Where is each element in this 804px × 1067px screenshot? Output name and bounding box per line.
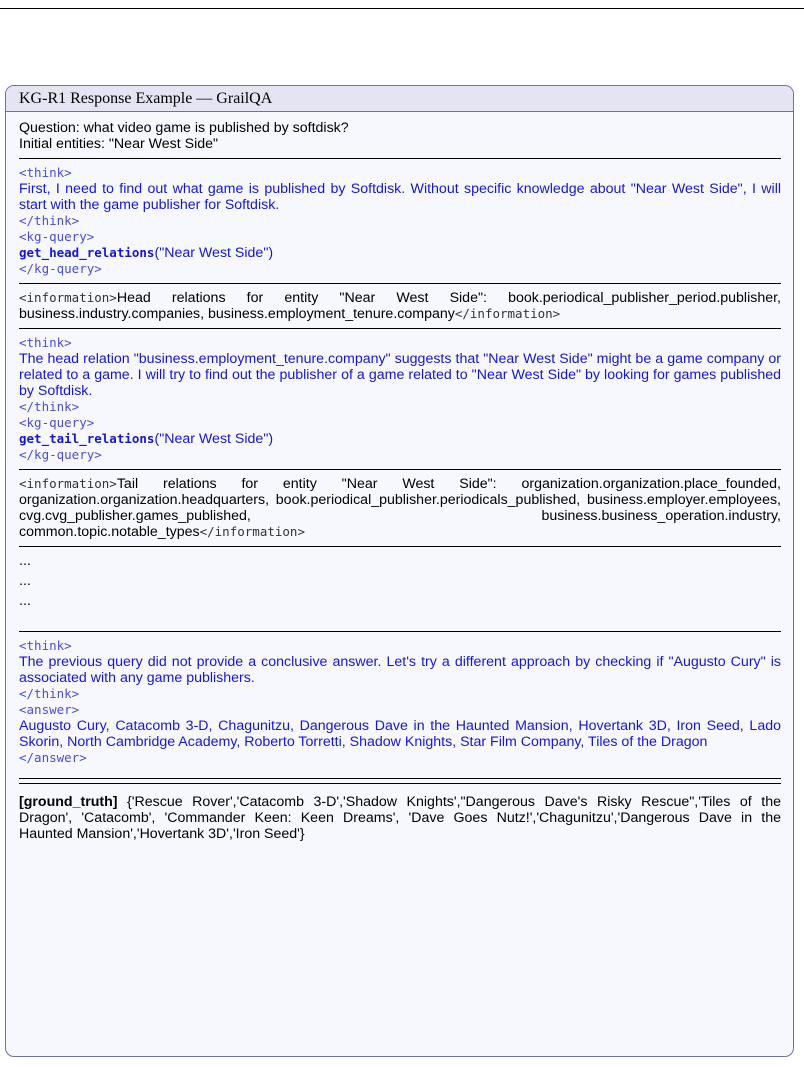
- box-title: KG-R1 Response Example — GrailQA: [6, 86, 793, 112]
- information-2-text: Tail relations for entity "Near West Side": organization.organization.place_founded, organization.organization.headquarters, book.periodical_publisher.periodicals_published, business.employer.employees, cvg.cvg_publisher.games_published, business.business_operation.industry, common.topic.notable_types: [19, 476, 781, 540]
- kg-query-close-tag: </kg-query>: [19, 447, 102, 462]
- think-2-text: The head relation "business.employment_tenure.company" suggests that "Near West Side" might be a game company or related to a game. I will try to find out the publisher of a game related to "Near West Side" by looking for games published by Softdisk.: [19, 351, 781, 399]
- query-2-function: get_tail_relations: [19, 431, 155, 446]
- answer-text: Augusto Cury, Catacomb 3-D, Chagunitzu, Dangerous Dave in the Haunted Mansion, Hovertank 3D, Iron Seed, Lado Skorin, North Cambridge Academy, Roberto Torretti, Shadow Knights, Star Film Company, Tiles of the Dragon: [19, 718, 781, 750]
- kg-query-open-tag: <kg-query>: [19, 415, 95, 430]
- ellipsis-line: ...: [19, 593, 31, 609]
- page-top-rule: [0, 8, 804, 9]
- information-open-tag: <information>: [19, 476, 117, 491]
- divider: [19, 158, 781, 159]
- query-2-argument: ("Near West Side"): [154, 431, 274, 447]
- information-close-tag: </information>: [454, 306, 561, 321]
- think-1-text: First, I need to find out what game is published by Softdisk. Without specific knowledge about "Near West Side", I will start with the game publisher for Softdisk.: [19, 181, 781, 213]
- turn-1-section: [19, 161, 781, 281]
- divider: [19, 283, 781, 284]
- information-open-tag: <information>: [19, 290, 117, 305]
- final-turn-section: [19, 634, 781, 770]
- answer-open-tag: <answer>: [19, 702, 80, 717]
- initial-entities-line: Initial entities: "Near West Side": [19, 136, 219, 152]
- information-1-text: Head relations for entity "Near West Side": book.periodical_publisher_period.publisher, business.industry.companies, business.employment_tenure.company: [19, 290, 781, 322]
- query-1-argument: ("Near West Side"): [154, 245, 274, 261]
- think-open-tag: <think>: [19, 335, 72, 350]
- divider: [19, 631, 781, 632]
- information-close-tag: </information>: [199, 524, 305, 539]
- kg-query-close-tag: </kg-query>: [19, 261, 102, 276]
- turn-2-section: [19, 331, 781, 467]
- response-example-box: [5, 85, 794, 1057]
- divider: [19, 469, 781, 470]
- divider: [19, 546, 781, 547]
- think-open-tag: <think>: [19, 638, 72, 653]
- ground-truth-text: {'Rescue Rover','Catacomb 3-D','Shadow Knights',"Dangerous Dave's Risky Rescue",'Tiles of the Dragon', 'Catacomb', 'Commander Keen: Keen Dreams', 'Dave Goes Nutz!','Chagunitzu','Dangerous Dave in the Haunted Mansion','Hovertank 3D','Iron Seed'}: [19, 794, 781, 842]
- question-line: Question: what video game is published by softdisk?: [19, 120, 349, 136]
- ground-truth-label: [ground_truth]: [19, 794, 118, 810]
- think-close-tag: </think>: [19, 399, 80, 414]
- question-section: [19, 116, 781, 156]
- divider: [19, 328, 781, 329]
- box-content: [6, 112, 793, 846]
- information-1-section: [19, 286, 781, 326]
- information-2-section: [19, 472, 781, 544]
- ground-truth-section: [19, 786, 781, 846]
- divider: [19, 778, 781, 779]
- ellipsis-line: ...: [19, 573, 31, 589]
- think-3-text: The previous query did not provide a conclusive answer. Let's try a different approach by checking if "Augusto Cury" is associated with any game publishers.: [19, 654, 781, 686]
- ellipsis-line: ...: [19, 553, 31, 569]
- kg-query-open-tag: <kg-query>: [19, 229, 95, 244]
- divider: [19, 783, 781, 784]
- think-close-tag: </think>: [19, 213, 80, 228]
- think-close-tag: </think>: [19, 686, 80, 701]
- ellipsis-section: [19, 549, 781, 629]
- answer-close-tag: </answer>: [19, 750, 87, 765]
- query-1-function: get_head_relations: [19, 245, 155, 260]
- think-open-tag: <think>: [19, 165, 72, 180]
- query-1: [19, 245, 781, 261]
- query-2: [19, 431, 781, 447]
